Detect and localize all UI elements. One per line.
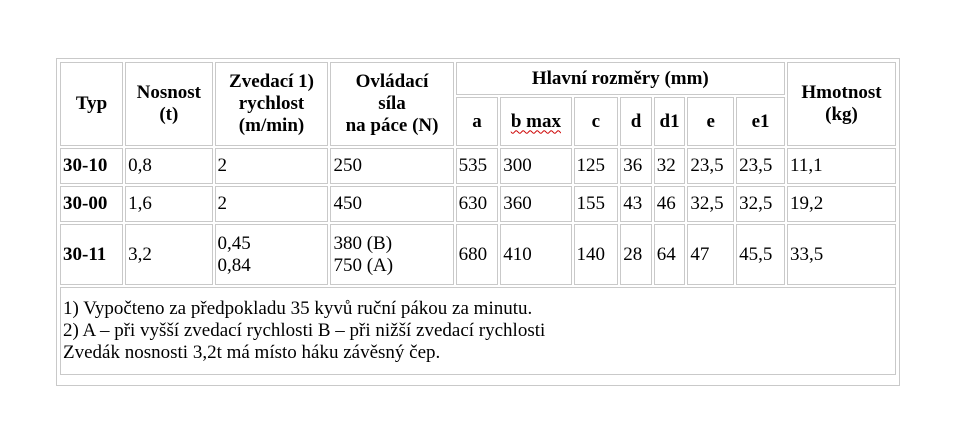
cell-dim-e1: 23,5 — [736, 148, 785, 184]
cell-nosnost: 3,2 — [125, 224, 212, 285]
header-dim-b-max — [500, 97, 571, 146]
cell-dim-c: 125 — [574, 148, 619, 184]
cell-rychlost: 2 — [215, 148, 329, 184]
cell-dim-e1: 45,5 — [736, 224, 785, 285]
header-rychlost-line: rychlost — [238, 93, 305, 114]
cell-dim-a: 680 — [456, 224, 499, 285]
header-hmotnost-line: Hmotnost — [801, 82, 882, 103]
cell-hmotnost: 19,2 — [787, 186, 896, 222]
cell-dim-c: 140 — [574, 224, 619, 285]
header-rychlost-line: Zvedací 1) — [229, 71, 314, 92]
header-hmotnost — [787, 62, 896, 146]
header-dim-c: c — [574, 97, 619, 146]
cell-dim-a: 535 — [456, 148, 499, 184]
header-rozmery-group: Hlavní rozměry (mm) — [456, 62, 785, 95]
header-dim-a: a — [456, 97, 499, 146]
header-dim-b-max-text: b max — [510, 110, 561, 132]
cell-dim-d: 28 — [620, 224, 652, 285]
note-line: 2) A – při vyšší zvedací rychlosti B – při nižší zvedací rychlosti — [63, 320, 546, 341]
cell-typ: 30-00 — [60, 186, 123, 222]
cell-nosnost: 0,8 — [125, 148, 212, 184]
header-row-1 — [60, 62, 896, 95]
cell-dim-c: 155 — [574, 186, 619, 222]
cell-dim-a: 630 — [456, 186, 499, 222]
header-sila-line: Ovládací — [355, 71, 429, 92]
cell-dim-e1: 32,5 — [736, 186, 785, 222]
header-dim-d1: d1 — [654, 97, 686, 146]
header-sila-line: na páce (N) — [345, 115, 439, 136]
header-sila — [330, 62, 453, 146]
header-rychlost-line: (m/min) — [238, 115, 305, 136]
cell-dim-d1: 46 — [654, 186, 686, 222]
notes-row — [60, 287, 896, 375]
header-hmotnost-line: (kg) — [825, 104, 858, 125]
cell-sila-line: 750 (A) — [333, 254, 394, 276]
cell-dim-e: 32,5 — [687, 186, 734, 222]
cell-rychlost — [215, 224, 329, 285]
table-row — [60, 148, 896, 184]
note-line: 1) Vypočteno za předpokladu 35 kyvů ruční pákou za minutu. — [63, 298, 533, 319]
cell-nosnost: 1,6 — [125, 186, 212, 222]
cell-rychlost-line: 0,45 — [217, 232, 251, 254]
cell-dim-b-max: 410 — [500, 224, 571, 285]
header-nosnost — [125, 62, 212, 146]
cell-dim-d1: 64 — [654, 224, 686, 285]
header-nosnost-line: Nosnost — [136, 82, 201, 103]
cell-sila-line: 380 (B) — [333, 232, 393, 254]
cell-dim-d1: 32 — [654, 148, 686, 184]
cell-dim-d: 36 — [620, 148, 652, 184]
cell-rychlost: 2 — [215, 186, 329, 222]
table-row — [60, 224, 896, 285]
spec-table — [58, 60, 898, 377]
cell-dim-b-max: 360 — [500, 186, 571, 222]
cell-hmotnost: 33,5 — [787, 224, 896, 285]
cell-typ: 30-10 — [60, 148, 123, 184]
table-row — [60, 186, 896, 222]
cell-dim-d: 43 — [620, 186, 652, 222]
cell-sila: 450 — [330, 186, 453, 222]
header-sila-line: síla — [378, 93, 406, 114]
header-rychlost — [215, 62, 329, 146]
cell-rychlost-line: 0,84 — [217, 254, 251, 276]
header-dim-e1: e1 — [736, 97, 785, 146]
header-nosnost-line: (t) — [159, 104, 179, 125]
cell-dim-e: 47 — [687, 224, 734, 285]
note-line: Zvedák nosnosti 3,2t má místo háku závěsný čep. — [63, 342, 441, 363]
notes-cell — [60, 287, 896, 375]
cell-sila — [330, 224, 453, 285]
cell-typ: 30-11 — [60, 224, 123, 285]
header-dim-e: e — [687, 97, 734, 146]
cell-dim-b-max: 300 — [500, 148, 571, 184]
cell-sila: 250 — [330, 148, 453, 184]
cell-dim-e: 23,5 — [687, 148, 734, 184]
cell-hmotnost: 11,1 — [787, 148, 896, 184]
header-typ: Typ — [60, 62, 123, 146]
header-dim-d: d — [620, 97, 652, 146]
